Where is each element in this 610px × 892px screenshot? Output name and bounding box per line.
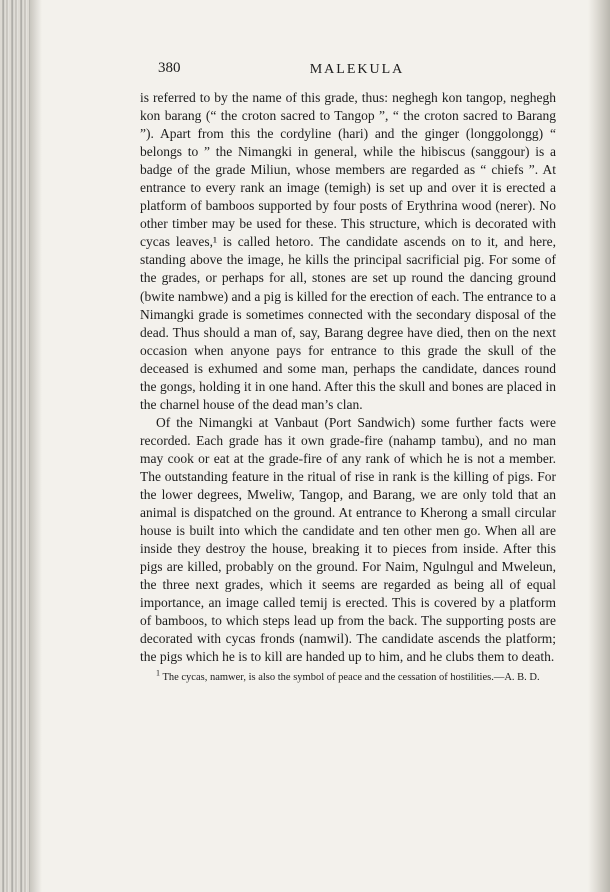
book-spine-shadow bbox=[0, 0, 30, 892]
footnote-text: The cycas, namwer, is also the symbol of peace and the cessation of hostilities.—A. B. D. bbox=[162, 672, 540, 683]
page-edge-shadow bbox=[588, 0, 610, 892]
paragraph: Of the Nimangki at Vanbaut (Port Sandwich) some further facts were recorded. Each grade has it own grade-fire (nahamp tambu), and no man may cook or eat at the grade-fire of any rank of which he is not a member. The outstanding feature in the ritual of rise in rank is the killing of pigs. For the lower degrees, Mweliw, Tangop, and Barang, we are only told that an animal is dispatched on the ground. At entrance to Kherong a small circular house is built into which the candidate and ten other men go. When all are inside they destroy the house, breaking it to pieces from inside. After this pigs are killed, probably on the ground. For Naim, Ngulngul and Mweleun, the three next grades, which it seems are regarded as being all of equal importance, an image called temij is erected. This is covered by a platform of bamboos, to which steps lead up from the back. The supporting posts are decorated with cycas fronds (namwil). The candidate ascends the platform; the pigs which he is to kill are handed up to him, and he clubs them to death. bbox=[140, 414, 556, 665]
footnote bbox=[140, 668, 556, 684]
gutter-shadow bbox=[30, 0, 42, 892]
paragraph: is referred to by the name of this grade, thus: neghegh kon tangop, neghegh kon barang (“ the croton sacred to Tangop ”, “ the croton sacred to Barang ”). Apart from this the cordyline (hari) and the ginger (longgolongg) “ belongs to ” the Nimangki in general, while the hibiscus (sanggour) is a badge of the grade Miliun, whose members are regarded as “ chiefs ”. At entrance to every rank an image (temigh) is set up and over it is erected a platform of bamboos supported by four posts of Erythrina wood (nerer). No other timber may be used for these. This structure, which is decorated with cycas leaves,¹ is called hetoro. The candidate ascends on to it, and here, standing above the image, he kills the principal sacrificial pig. For some of the grades, or perhaps for all, stones are set up round the dancing ground (bwite nambwe) and a pig is killed for the erection of each. The entrance to a Nimangki grade is sometimes connected with the secondary disposal of the dead. Thus should a man of, say, Barang degree have died, then on the next occasion when anyone pays for entrance to this grade the skull of the deceased is exhumed and some man, perhaps the candidate, dances round the gongs, holding it in one hand. After this the skull and bones are placed in the charnel house of the dead man’s clan. bbox=[140, 90, 556, 412]
page-header bbox=[158, 60, 556, 84]
footnote-marker: 1 bbox=[156, 668, 160, 678]
page-number: 380 bbox=[158, 60, 181, 76]
running-title: MALEKULA bbox=[309, 62, 405, 77]
body-text bbox=[140, 89, 556, 667]
